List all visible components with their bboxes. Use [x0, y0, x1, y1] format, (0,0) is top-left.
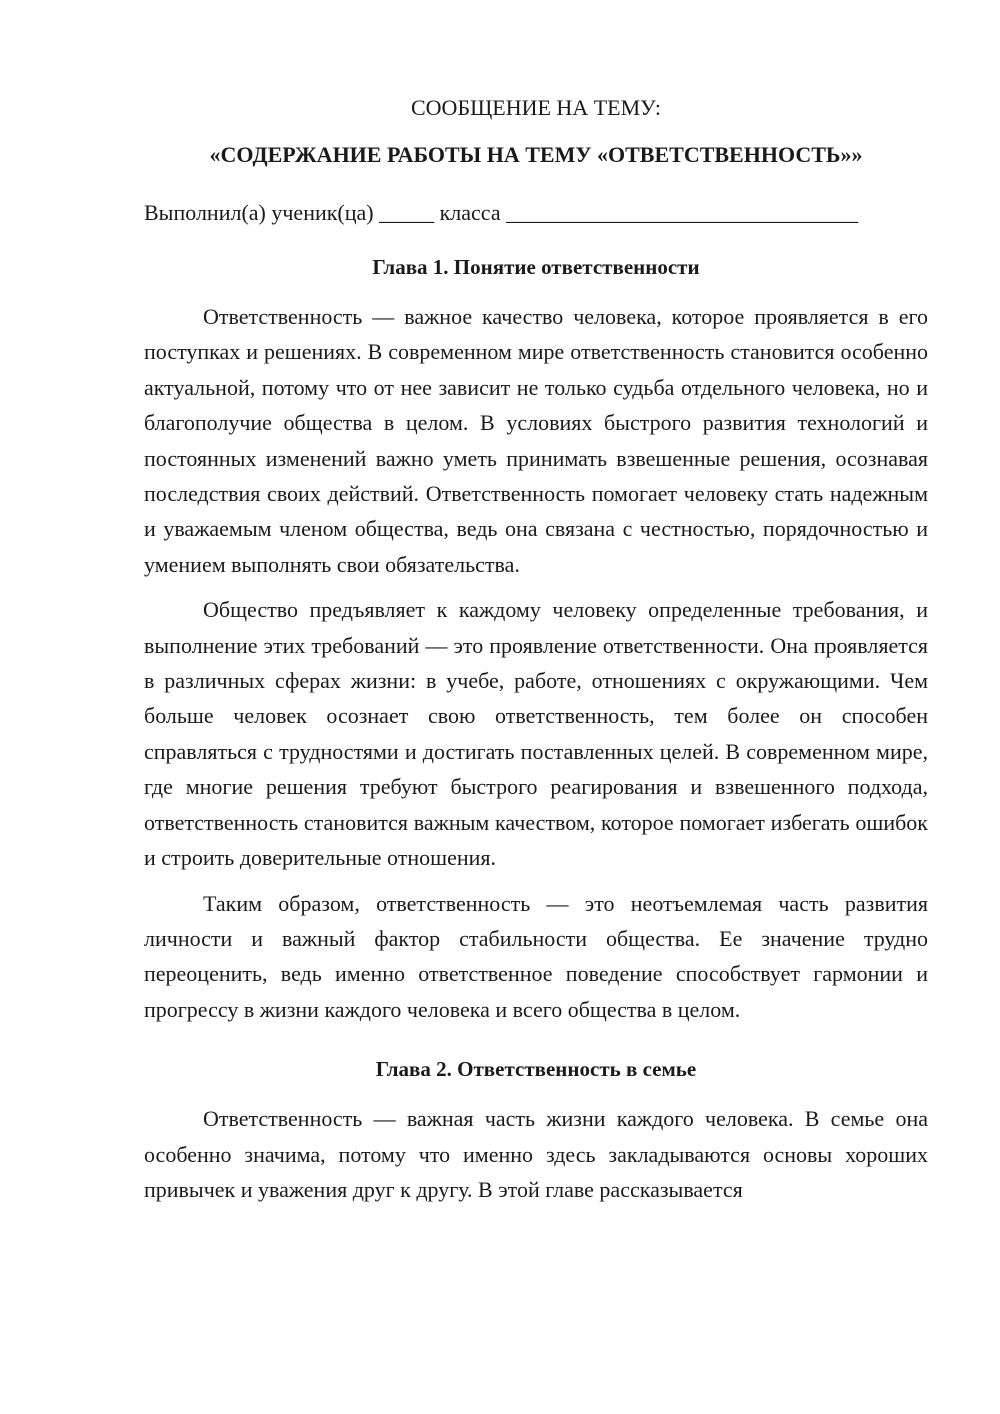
document-title: «СОДЕРЖАНИЕ РАБОТЫ НА ТЕМУ «ОТВЕТСТВЕННОСТЬ»»: [209, 142, 863, 167]
author-line: Выполнил(а) ученик(ца) _____ класса ________________________________: [144, 200, 859, 225]
document-content: [144, 92, 928, 1207]
chapter-2-title: Глава 2. Ответственность в семье: [375, 1057, 697, 1082]
chapter-2-paragraph: Ответственность — важная часть жизни каждого человека. В семье она особенно значима, потому что именно здесь закладываются основы хороших привычек и уважения друг к другу. В этой главе рассказывается: [144, 1106, 928, 1202]
chapter-1-paragraph: Ответственность — важное качество человека, которое проявляется в его поступках и решениях. В современном мире ответственность становится особенно актуальной, потому что от нее зависит не только судьба отдельного человека, но и благополучие общества в целом. В условиях быстрого развития технологий и постоянных изменений важно уметь принимать взвешенные решения, осознавая последствия своих действий. Ответственность помогает человеку стать надежным и уважаемым членом общества, ведь она связана с честностью, порядочностью и умением выполнять свои обязательства.: [144, 304, 928, 577]
topic-heading: СООБЩЕНИЕ НА ТЕМУ:: [411, 95, 661, 120]
chapter-1-paragraph: Таким образом, ответственность — это неотъемлемая часть развития личности и важный фактор стабильности общества. Ее значение трудно переоценить, ведь именно ответственное поведение способствует гармонии и прогрессу в жизни каждого человека и всего общества в целом.: [144, 890, 928, 1022]
chapter-1-title: Глава 1. Понятие ответственности: [372, 255, 700, 279]
chapter-1-paragraph: Общество предъявляет к каждому человеку определенные требования, и выполнение этих требований — это проявление ответственности. Она проявляется в различных сферах жизни: в учебе, работе, отношениях с окружающими. Чем больше человек осознает свою ответственность, тем более он способен справляться с трудностями и достигать поставленных целей. В современном мире, где многие решения требуют быстрого реагирования и взвешенного подхода, ответственность становится важным качеством, которое помогает избегать ошибок и строить доверительные отношения.: [144, 597, 928, 871]
